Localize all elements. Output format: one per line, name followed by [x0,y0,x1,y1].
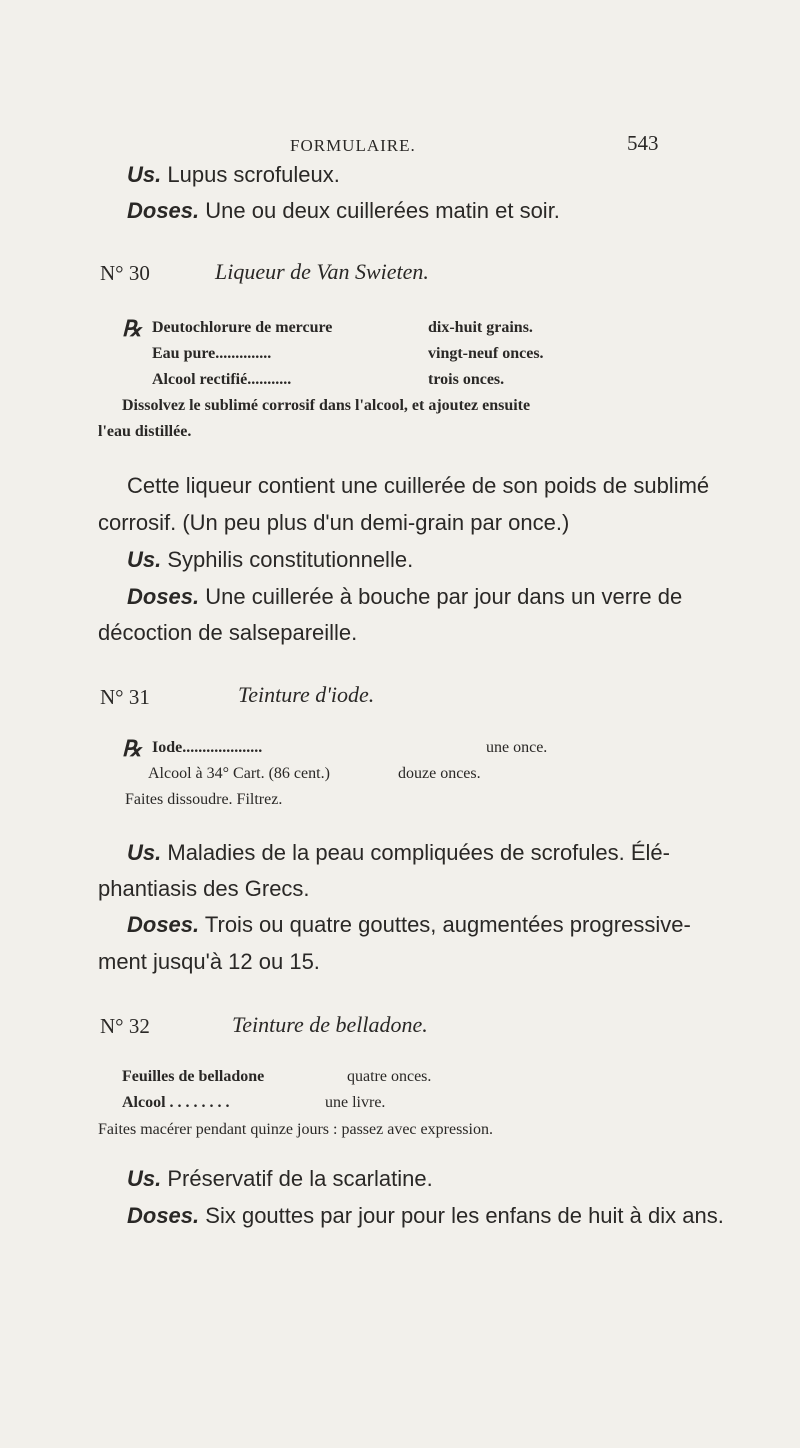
formula-32-title: Teinture de belladone. [232,1012,428,1037]
us-line [127,547,413,573]
doses-label: Doses. [127,912,200,937]
paragraph-line: Cette liqueur contient une cuillerée de son poids de sublimé [127,473,710,498]
us-line [127,840,670,866]
us-text: Maladies de la peau compliquées de scrofules. Élé- [167,840,670,865]
ingredient-amount: une livre. [325,1094,386,1111]
ingredient-name: Alcool à 34° Cart. (86 cent.) [148,765,330,782]
rx-symbol-icon: ℞ [122,736,142,761]
ingredient-amount: trois onces. [428,371,505,388]
us-text: Préservatif de la scarlatine. [167,1166,433,1191]
formula-31-title: Teinture d'iode. [238,682,375,707]
us-label: Us. [127,840,162,865]
instruction-line: Dissolvez le sublimé corrosif dans l'alcool, et ajoutez ensuite [122,397,531,414]
formula-30-number: N° 30 [100,261,150,285]
doses-line [127,1203,724,1229]
us-label: Us. [127,1166,162,1191]
top-us-line [127,162,340,188]
paragraph-line: corrosif. (Un peu plus d'un demi-grain par once.) [98,510,570,535]
us-label: Us. [127,547,162,572]
ingredient-name: Feuilles de belladone [122,1068,265,1085]
us-line [127,1166,433,1192]
doses-continuation: ment jusqu'à 12 ou 15. [98,949,320,974]
page-number: 543 [627,131,659,155]
instruction-line: l'eau distillée. [98,423,192,440]
doses-label: Doses. [127,584,200,609]
ingredient-name: Iode.................... [152,739,263,756]
doses-text: Six gouttes par jour pour les enfans de huit à dix ans. [205,1203,724,1228]
ingredient-amount: une once. [486,739,548,756]
us-text: Syphilis constitutionnelle. [167,547,414,572]
doses-line [127,584,682,610]
formula-30-title: Liqueur de Van Swieten. [215,259,429,284]
us-continuation: phantiasis des Grecs. [98,876,310,901]
doses-label: Doses. [127,1203,200,1228]
ingredient-name: Eau pure.............. [152,345,272,362]
running-title: FORMULAIRE. [290,136,416,155]
formula-31-number: N° 31 [100,685,150,709]
ingredient-amount: douze onces. [398,765,481,782]
doses-text: Une ou deux cuillerées matin et soir. [205,198,560,223]
us-label: Us. [127,162,162,187]
top-doses-line [127,198,560,224]
formula-32-number: N° 32 [100,1014,150,1038]
us-text: Lupus scrofuleux. [167,162,340,187]
ingredient-name: Alcool rectifié........... [152,371,292,388]
doses-line [127,912,691,938]
doses-text: Trois ou quatre gouttes, augmentées progressive- [204,912,691,937]
doses-continuation: décoction de salsepareille. [98,620,358,645]
ingredient-amount: quatre onces. [347,1068,432,1085]
ingredient-name: Alcool . . . . . . . . [122,1094,230,1111]
doses-label: Doses. [127,198,200,223]
rx-symbol-icon: ℞ [122,316,142,341]
doses-text: Une cuillerée à bouche par jour dans un verre de [205,584,683,609]
ingredient-name: Deutochlorure de mercure [152,319,333,336]
ingredient-amount: vingt-neuf onces. [428,345,544,362]
instruction-line: Faites dissoudre. Filtrez. [125,791,283,808]
ingredient-amount: dix-huit grains. [428,319,533,336]
instruction-line: Faites macérer pendant quinze jours : passez avec expression. [98,1121,493,1138]
